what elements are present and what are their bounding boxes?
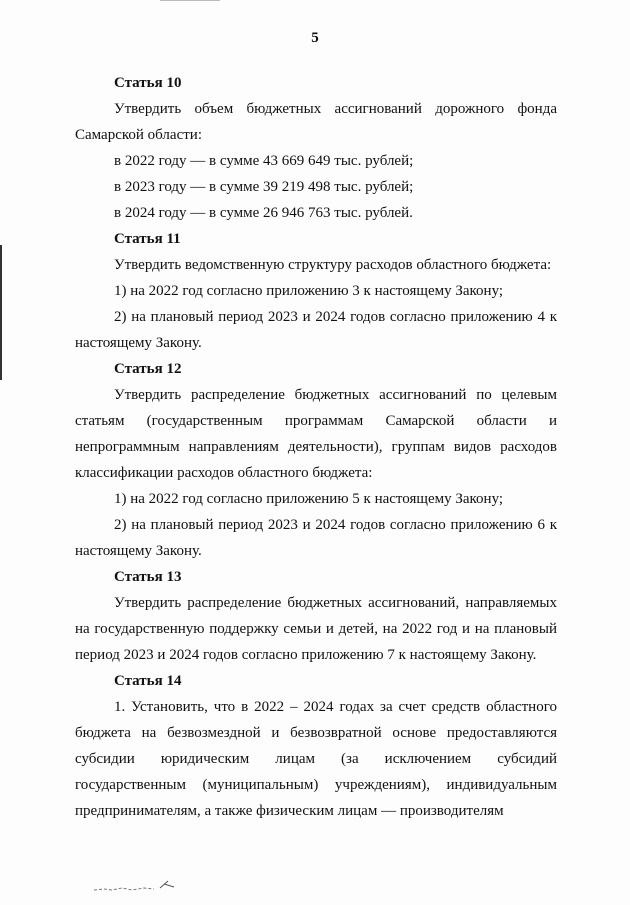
paragraph: 1. Установить, что в 2022 – 2024 годах за счет средств областного бюджета на безвозмездной и безвозвратной основе предоставляются субсидии юридическим лицам (за исключением субсидий государственным (муниципальным) учреждениям), индивидуальным предпринимателям, а также физическим лицам — производителям	[75, 699, 557, 819]
scan-artifact-top	[160, 0, 220, 1]
paragraph: в 2022 году — в сумме 43 669 649 тыс. рублей;	[114, 153, 414, 169]
document-body	[75, 70, 557, 824]
paragraph: в 2024 году — в сумме 26 946 763 тыс. рублей.	[114, 205, 413, 221]
article-heading: Статья 13	[114, 569, 182, 585]
article-heading: Статья 11	[114, 231, 181, 247]
paragraph: Утвердить ведомственную структуру расходов областного бюджета:	[114, 257, 552, 273]
paragraph: Утвердить распределение бюджетных ассигнований по целевым статьям (государственным программам Самарской области и непрограммным направлениям деятельности), группам видов расходов классификации расходов областного бюджета:	[75, 387, 557, 481]
paragraph: 1) на 2022 год согласно приложению 5 к настоящему Закону;	[114, 491, 504, 507]
paragraph: 1) на 2022 год согласно приложению 3 к настоящему Закону;	[114, 283, 504, 299]
scan-artifact-left	[0, 245, 2, 380]
paragraph: Утвердить распределение бюджетных ассигнований, направляемых на государственную поддержку семьи и детей, на 2022 год и на плановый период 2023 и 2024 годов согласно приложению 7 к настоящему Закону.	[75, 595, 557, 663]
paragraph: 2) на плановый период 2023 и 2024 годов согласно приложению 6 к настоящему Закону.	[75, 517, 557, 559]
page-number: 5	[311, 30, 319, 46]
scan-artifact-scribble	[92, 878, 182, 894]
article-heading: Статья 10	[114, 75, 182, 91]
article-heading: Статья 12	[114, 361, 182, 377]
paragraph: 2) на плановый период 2023 и 2024 годов согласно приложению 4 к настоящему Закону.	[75, 309, 557, 351]
paragraph: в 2023 году — в сумме 39 219 498 тыс. рублей;	[114, 179, 414, 195]
paragraph: Утвердить объем бюджетных ассигнований дорожного фонда Самарской области:	[75, 101, 557, 143]
article-heading: Статья 14	[114, 673, 182, 689]
